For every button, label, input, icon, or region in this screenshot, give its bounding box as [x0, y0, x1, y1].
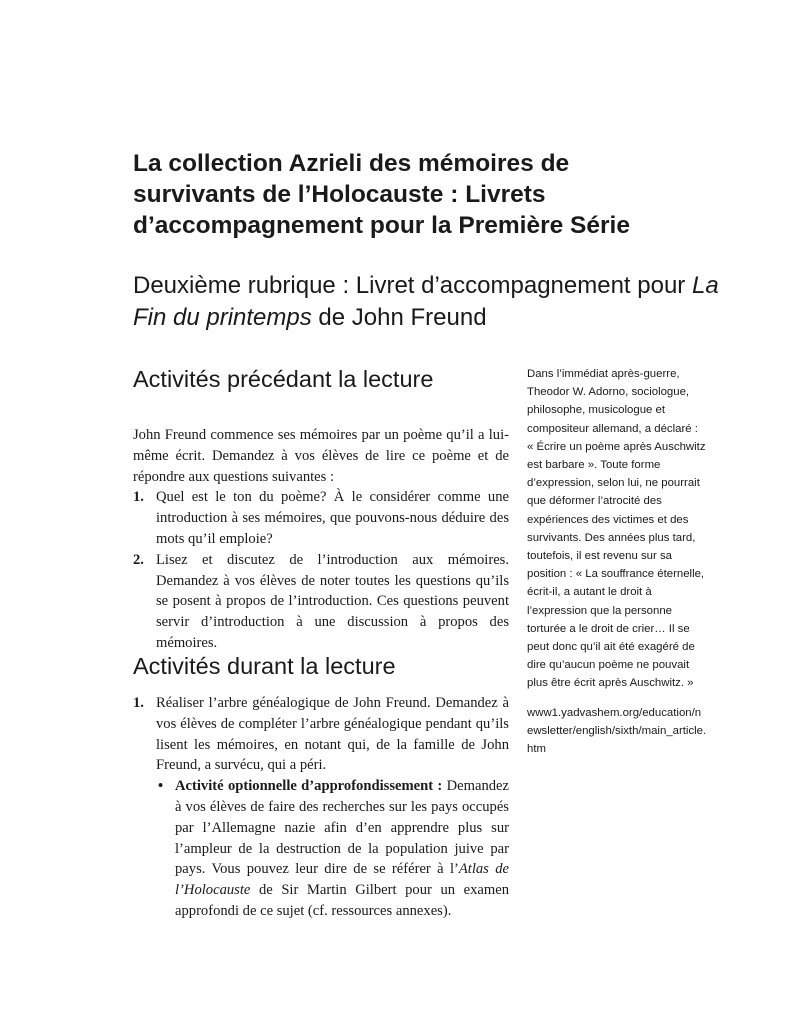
optional-activity-item — [156, 776, 509, 922]
list-item — [133, 550, 509, 654]
document-title: La collection Azrieli des mémoires de survivants de l’Holocauste : Livrets d’accompagnement pour la Première Série — [133, 150, 630, 239]
optional-activity-text: Demandez à vos élèves de faire des recherches sur les pays occupés par l’Allemagne nazie afin d’en apprendre plus sur l’ampleur de la destruction de la population juive par pays. Vous pouvez leur dire de se référer à l’ — [175, 778, 509, 878]
list-item-text: Lisez et discutez de l’introduction aux mémoires. Demandez à vos élèves de noter toutes les questions qu’ils se posent à propos de l’introduction. Ces questions peuvent servir d’introduction à une discussion à propos des mémoires. — [156, 551, 509, 651]
bullet-icon: • — [158, 778, 164, 795]
sidebar-source-url: www1.yadvashem.org/education/newsletter/english/sixth/main_article.htm — [527, 706, 707, 756]
document-subtitle — [133, 270, 723, 334]
before-reading-section — [133, 425, 509, 654]
list-item-text: Quel est le ton du poème? À le considérer comme une introduction à ses mémoires, que pouvons-nous déduire des mots qu’il emploie? — [156, 489, 509, 547]
before-reading-intro: John Freund commence ses mémoires par un poème qu’il a lui-même écrit. Demandez à vos élèves de lire ce poème et de répondre aux questions suivantes : — [133, 427, 509, 485]
subtitle-book-title: La Fin du printemps — [133, 272, 719, 331]
optional-activity-book-title: Atlas de l’Holocauste — [175, 861, 509, 899]
list-item-text: Réaliser l’arbre généalogique de John Freund. Demandez à vos élèves de compléter l’arbre généalogique pendant qu’ils lisent les mémoires, en notant qui, de la famille de John Freund, a survécu, qui a péri. — [156, 695, 509, 774]
optional-activity-text-end: de Sir Martin Gilbert pour un examen approfondi de ce sujet (cf. ressources annexes). — [175, 882, 509, 919]
subtitle-prefix: Deuxième rubrique : Livret d’accompagnement pour — [133, 272, 692, 299]
section-heading-during-reading: Activités durant la lecture — [133, 653, 396, 679]
sidebar-note-text: Dans l’immédiat après-guerre, Theodor W. Adorno, sociologue, philosophe, musicologue et compositeur allemand, a déclaré : « Écrire un poème après Auschwitz est barbare ». Toute forme d’expression, selon lui, ne pourrait que déformer l’atrocité des expériences des victimes et des survivants. Des années plus tard, toutefois, il est revenu sur sa position : « La souffrance éternelle, écrit-il, a autant le droit à l’expression que la personne torturée a le droit de crier… Il se peut donc qu’il ait été exagéré de dire qu’aucun poème ne pouvait plus être écrit après Auschwitz. » — [527, 368, 706, 690]
list-item-number: 2. — [133, 551, 144, 568]
list-item — [133, 693, 509, 922]
list-item — [133, 487, 509, 549]
subtitle-suffix: de John Freund — [311, 304, 487, 331]
optional-activity-label: Activité optionnelle d’approfondissement : — [175, 778, 443, 795]
during-reading-list — [133, 693, 509, 922]
during-reading-section — [133, 693, 509, 922]
before-reading-list — [133, 487, 509, 653]
sidebar-note — [527, 365, 707, 758]
list-item-number: 1. — [133, 489, 144, 506]
list-item-number: 1. — [133, 695, 144, 711]
section-heading-before-reading: Activités précédant la lecture — [133, 366, 434, 392]
optional-activity-list — [156, 776, 509, 922]
